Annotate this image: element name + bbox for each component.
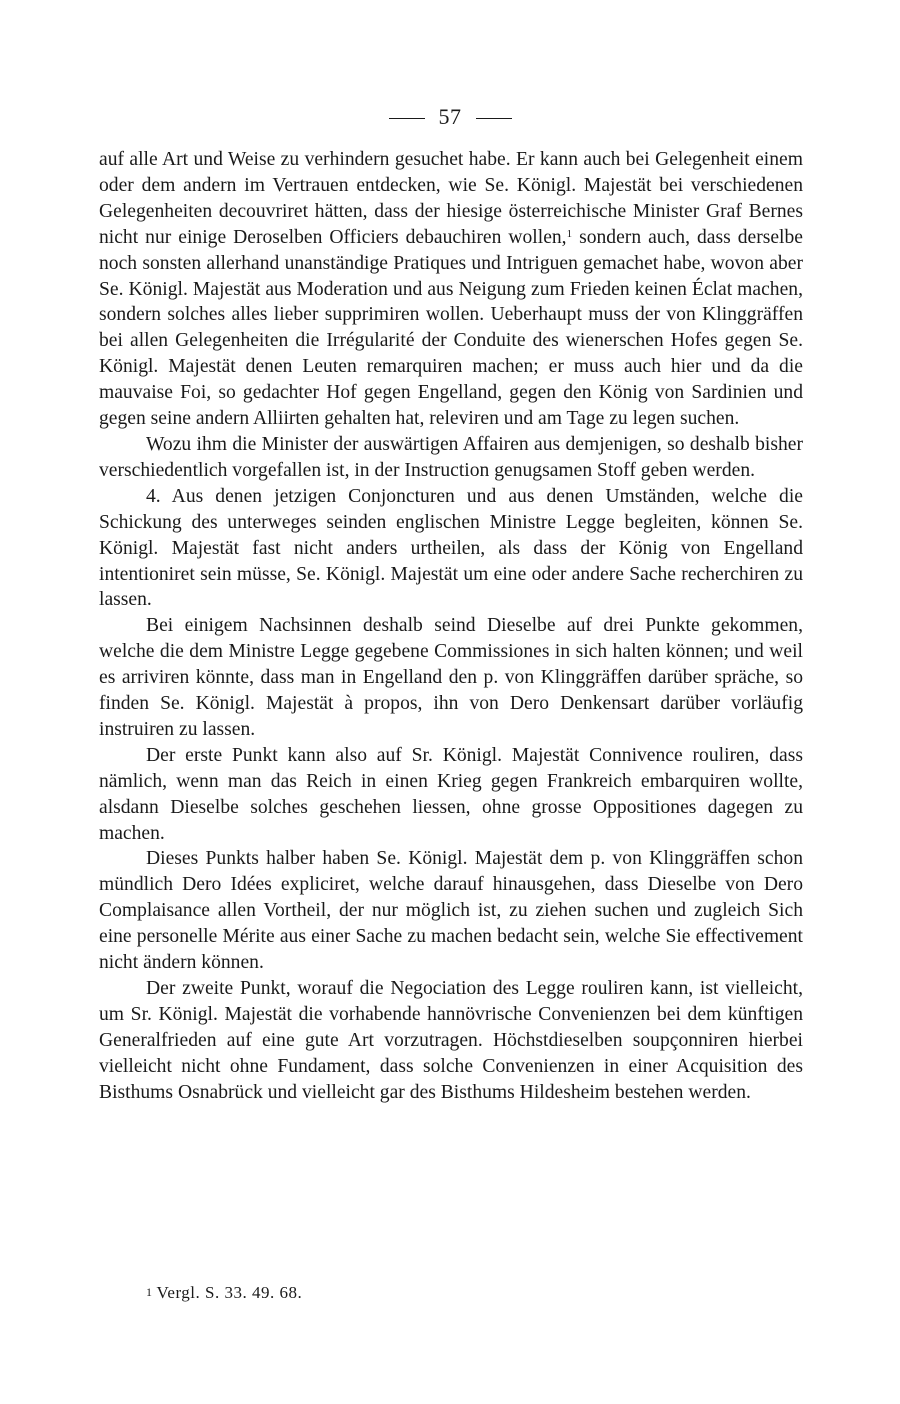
paragraph-1: [99, 147, 803, 432]
footnote: [146, 1281, 302, 1304]
header-rule-right: [476, 118, 512, 119]
paragraph-5: Der erste Punkt kann also auf Sr. Königl. Majestät Connivence rouliren, dass nämlich, wenn man das Reich in einen Krieg gegen Frankreich embarquiren wollte, alsdann Dieselbe solches geschehen liessen, ohne grosse Oppositiones dagegen zu machen.: [99, 744, 803, 844]
footnote-reference: 1: [566, 227, 573, 240]
paragraph-1-text-a: auf alle Art und Weise zu verhindern gesuchet habe. Er kann auch bei Gelegenheit einem oder dem andern im Vertrauen entdecken, wie Se. Königl. Majestät bei verschiedenen Gelegenheiten decouvriret hätten, dass der hiesige österreichische Minister Graf Bernes nicht nur einige Deroselben Officiers debauchiren wollen,: [99, 149, 803, 248]
page-header: [0, 103, 900, 131]
body-text: [99, 147, 803, 1106]
footnote-number: 1: [146, 1285, 153, 1299]
paragraph-4: Bei einigem Nachsinnen deshalb seind Dieselbe auf drei Punkte gekommen, welche die dem Ministre Legge gegebene Commissiones in sich halten können; und weil es arriviren könnte, dass man in Engelland den p. von Klinggräffen darüber spräche, so finden Se. Königl. Majestät à propos, ihn von Dero Denkensart darüber vorläufig instruiren zu lassen.: [99, 615, 803, 740]
page-number: 57: [438, 104, 462, 129]
paragraph-1-text-b: sondern auch, dass derselbe noch sonsten allerhand unanständige Pratiques und Intriguen gemachet habe, wovon aber Se. Königl. Majestät aus Moderation und aus Neigung zum Frieden keinen Éclat machen, sondern solches alles lieber supprimiren wollen. Ueberhaupt muss der von Klinggräffen bei allen Gelegenheiten die Irrégularité der Conduite des wienerschen Hofes gegen Se. Königl. Majestät denen Leuten remarquiren machen; er muss auch hier und da die mauvaise Foi, so gedachter Hof gegen Engelland, gegen den König von Sardinien und gegen seine andern Alliirten gehalten hat, releviren und am Tage zu legen suchen.: [99, 226, 803, 430]
paragraph-3: 4. Aus denen jetzigen Conjoncturen und aus denen Umständen, welche die Schickung des unterweges seinden englischen Ministre Legge begleiten, können Se. Königl. Majestät fast nicht anders urtheilen, als dass der König von Engelland intentioniret sein müsse, Se. Königl. Majestät um eine oder andere Sache recherchiren zu lassen.: [99, 485, 803, 611]
footnote-text: Vergl. S. 33. 49. 68.: [156, 1283, 303, 1302]
header-rule-left: [389, 118, 425, 119]
paragraph-7: Der zweite Punkt, worauf die Negociation des Legge rouliren kann, ist vielleicht, um Sr. Königl. Majestät die vorhabende hannövrische Convenienzen bei dem künftigen Generalfrieden auf eine gute Art vorzutragen. Höchstdieselben soupçonniren hierbei vielleicht nicht ohne Fundament, dass solche Convenienzen in einer Acquisition des Bisthums Osnabrück und vielleicht gar des Bisthums Hildesheim bestehen werden.: [99, 978, 803, 1103]
paragraph-6: Dieses Punkts halber haben Se. Königl. Majestät dem p. von Klinggräffen schon mündlich Dero Idées expliciret, welche darauf hinausgehen, dass Dieselbe von Dero Complaisance allen Vortheil, der nur möglich ist, zu ziehen suchen und zugleich Sich eine personelle Mérite aus einer Sache zu machen bedacht sein, welche Sie effectivement nicht ändern können.: [99, 848, 803, 974]
paragraph-2: Wozu ihm die Minister der auswärtigen Affairen aus demjenigen, so deshalb bisher verschiedentlich vorgefallen ist, in der Instruction genugsamen Stoff geben werden.: [99, 433, 803, 481]
